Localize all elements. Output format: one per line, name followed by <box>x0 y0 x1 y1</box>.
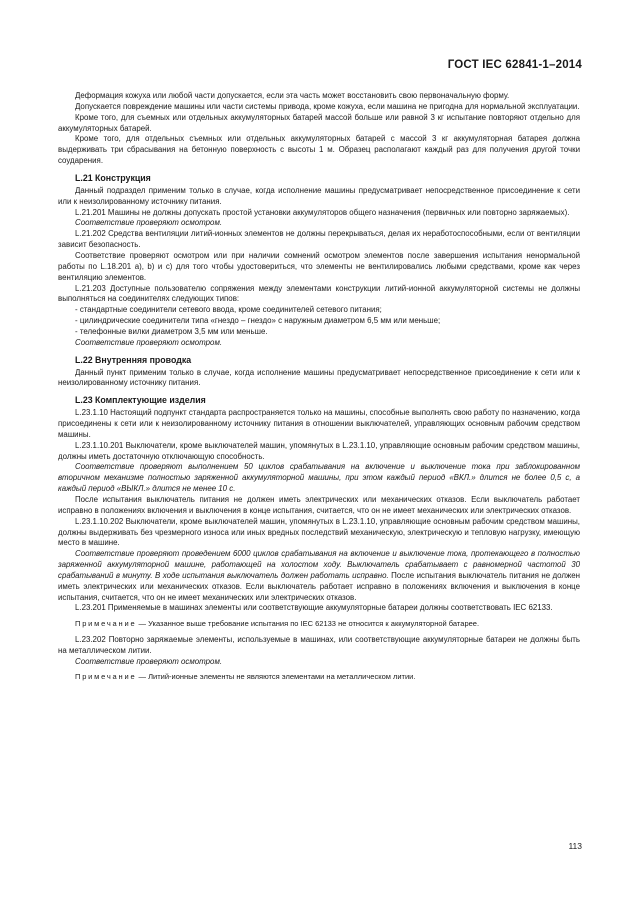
note-label: Примечание <box>75 619 137 629</box>
document-code: ГОСТ IEC 62841-1–2014 <box>447 59 582 71</box>
paragraph: Данный пункт применим только в случае, когда исполнение машины предусматривает непосредственное присоединение к сети или к неизолированному источнику питания. <box>58 367 580 388</box>
list-item: - телефонные вилки диаметром 3,5 мм или меньше. <box>75 326 268 336</box>
compliance-note: Соответствие проверяют осмотром. <box>75 218 223 228</box>
compliance-note: Соответствие проверяют выполнением 50 циклов срабатывания на включение и выключение тока при заблокированном вторичном механизме полностью заряженной аккумуляторной машины, при этом каждый период «ВКЛ.» длится не более 0,5 с, а каждый период «ВЫКЛ.» длится не менее 10 с. <box>58 462 580 494</box>
note <box>58 672 580 683</box>
paragraph: Кроме того, для отдельных съемных или отдельных аккумуляторных батарей с массой 3 кг аккумуляторная батарея должна выдерживать три сбрасывания на бетонную поверхность с высоты 1 м. Образец располагают каждый раз для получения другой точки соударения. <box>58 134 580 166</box>
mixed-paragraph <box>58 549 580 603</box>
list-item: - цилиндрические соединители типа «гнездо – гнездо» с наружным диаметром 6,5 мм или меньше; <box>75 316 441 326</box>
compliance-note: Соответствие проверяют осмотром. <box>75 656 223 666</box>
paragraph: L.23.1.10.202 Выключатели, кроме выключателей машин, упомянутых в L.23.1.10, управляющие основным рабочим средством машины, должны выдерживать без чрезмерного износа или иных вредных последствий механическую, электрическую и тепловую нагрузку, имеющую место в машине. <box>58 516 580 548</box>
note-label: Примечание <box>75 671 137 681</box>
paragraph: L.23.1.10 Настоящий подпункт стандарта распространяется только на машины, способные выполнять свою работу по назначению, когда присоединены к сети или к неизолированному источнику питания в отношении выключателей, управляющих основным рабочим средством машины. <box>58 408 580 439</box>
note-text: — Литий-ионные элементы не являются элементами на металлическом литии. <box>136 671 416 681</box>
compliance-text: Соответствие проверяют проведением 6000 циклов срабатывания на включение и выключение тока, протекающего в полностью заряженной аккумуляторной машине, работающей на холостом ходу. Выключатель срабатывает с равномерной частотой 30 срабатываний в минуту. В ходе испытания выключатель должен работать исправно. <box>58 549 580 580</box>
paragraph: L.21.201 Машины не должны допускать простой установки аккумуляторов общего назначения (первичных или повторно заряжаемых). <box>75 207 570 217</box>
paragraph: L.21.203 Доступные пользователю сопряжения между элементами конструкции литий-ионной аккумуляторной системы не должны выполняться на соединителях следующих типов: <box>58 283 580 304</box>
paragraph: L.21.202 Средства вентиляции литий-ионных элементов не должны перекрываться, делая их неработоспособными, если от вентиляции зависит безопасность. <box>58 229 580 250</box>
paragraph-text: После испытания выключатель питания не должен иметь электрических или механических отказов. Если выключатель работает исправно в положениях включения и выключения в конце испытания, считается, что он не имеет механических или электрических отказов. <box>58 570 581 602</box>
paragraph: Кроме того, для съемных или отдельных аккумуляторных батарей массой больше или равной 3 кг испытание повторяют отдельно для аккумуляторных батарей. <box>58 112 580 133</box>
paragraph: L.23.1.10.201 Выключатели, кроме выключателей машин, упомянутых в L.23.1.10, управляющие основным рабочим средством машины, должны иметь достаточную отключающую способность. <box>58 440 580 461</box>
list-item: - стандартные соединители сетевого ввода, кроме соединителей сетевого питания; <box>75 305 382 315</box>
paragraph: L.23.201 Применяемые в машинах элементы или соответствующие аккумуляторные батареи должны соответствовать IEC 62133. <box>75 603 553 613</box>
section-heading: L.21 Конструкция <box>75 172 151 183</box>
section-heading: L.22 Внутренняя проводка <box>75 354 192 365</box>
compliance-note: Соответствие проверяют осмотром. <box>75 337 223 347</box>
paragraph: Данный подраздел применим только в случае, когда исполнение машины предусматривает непосредственное присоединение к сети или к неизолированному источнику питания. <box>58 185 580 206</box>
paragraph: L.23.202 Повторно заряжаемые элементы, используемые в машинах, или соответствующие аккумуляторные батареи не должны быть на металлическом литии. <box>58 635 580 655</box>
paragraph: Допускается повреждение машины или части системы привода, кроме кожуха, если машина не пригодна для нормальной эксплуатации. <box>75 101 580 111</box>
page-body <box>58 91 580 683</box>
page-number: 113 <box>568 841 582 851</box>
paragraph: Деформация кожуха или любой части допускается, если эта часть может восстановить свою первоначальную форму. <box>75 91 510 100</box>
paragraph: После испытания выключатель питания не должен иметь электрических или механических отказов. Если выключатель работает исправно в положениях включения и выключения в конце испытания, считается, что он не имеет механических или электрических отказов. <box>58 495 580 515</box>
paragraph: Соответствие проверяют осмотром или при наличии сомнений осмотром элементов после завершения испытания ненормальной работы по L.18.201 a), b) и c) для того чтобы удостовериться, что элементы не вентилировались любыми средствами, кроме как через вентиляцию элементов. <box>58 250 580 282</box>
note-text: — Указанное выше требование испытания по IEC 62133 не относится к аккумуляторной батарее. <box>136 619 480 629</box>
note <box>58 619 580 630</box>
section-heading: L.23 Комплектующие изделия <box>75 395 206 406</box>
